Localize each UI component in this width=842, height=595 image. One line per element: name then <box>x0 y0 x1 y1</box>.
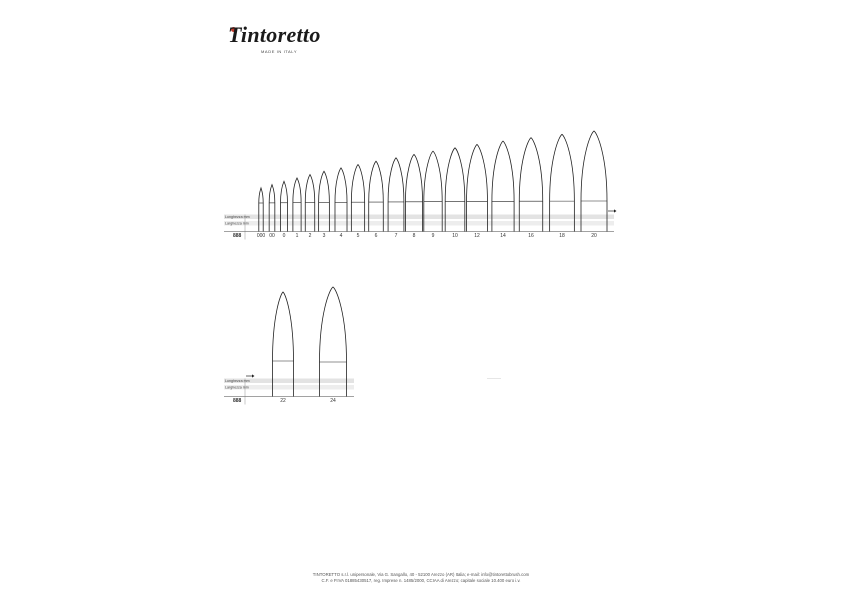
size-tick-label: 14 <box>500 233 506 239</box>
size-tick-label: 3 <box>322 233 326 239</box>
brand-name: Tintoretto <box>228 22 321 47</box>
size-tick-label: 1 <box>295 233 299 239</box>
brand-tagline: MADE IN ITALY <box>261 49 298 54</box>
width-row-label: Larghezza mm <box>225 385 249 390</box>
size-tick-label: 8 <box>412 233 416 239</box>
size-tick-label: 00 <box>269 233 275 239</box>
arrow-head <box>252 374 255 377</box>
footer-line-1: TINTORETTO s.r.l. unipersonale, Via G. Sangallo, 40 - 52100 Arezzo (AR) Italia; e-mail: info@tintorettobrush.com <box>312 572 530 577</box>
size-tick-label: 0 <box>282 233 286 239</box>
size-tick-label: 18 <box>559 233 565 239</box>
size-table-1 <box>224 131 617 240</box>
size-tick-label: 24 <box>330 398 336 404</box>
size-tick-label: 9 <box>431 233 435 239</box>
brush-outline <box>369 161 384 231</box>
brush-outline <box>405 154 422 231</box>
size-tick-label: 22 <box>280 398 286 404</box>
size-tick-label: 000 <box>256 233 266 239</box>
width-row-label: Larghezza mm <box>225 221 249 226</box>
size-tick-label: 6 <box>374 233 378 239</box>
size-tick-label: 10 <box>452 233 458 239</box>
length-row-band <box>224 215 614 220</box>
width-row-band <box>224 221 614 226</box>
size-tick-label: 4 <box>339 233 343 239</box>
arrow-head <box>614 209 617 212</box>
length-row-label: Lunghezza mm <box>225 215 250 220</box>
size-table-2 <box>224 287 354 405</box>
size-row-label: 888 <box>233 398 242 404</box>
company-footer <box>0 572 842 583</box>
size-tick-label: 20 <box>591 233 597 239</box>
faint-mark <box>487 378 501 379</box>
brush-outline <box>424 151 442 231</box>
size-tick-label: 12 <box>474 233 480 239</box>
size-tick-label: 16 <box>528 233 534 239</box>
size-row-label: 888 <box>233 233 242 239</box>
brush-outline <box>388 158 404 232</box>
size-tick-label: 2 <box>308 233 312 239</box>
footer-line-2: C.F. e P.IVA 01885430517, reg. Imprese n. 1485/2000, CCIAA di Arezzo; capitale sociale 10.400 euro i.v. <box>321 577 521 583</box>
size-tick-label: 5 <box>356 233 360 239</box>
length-row-label: Lunghezza mm <box>225 379 250 384</box>
size-tick-label: 7 <box>394 233 398 239</box>
